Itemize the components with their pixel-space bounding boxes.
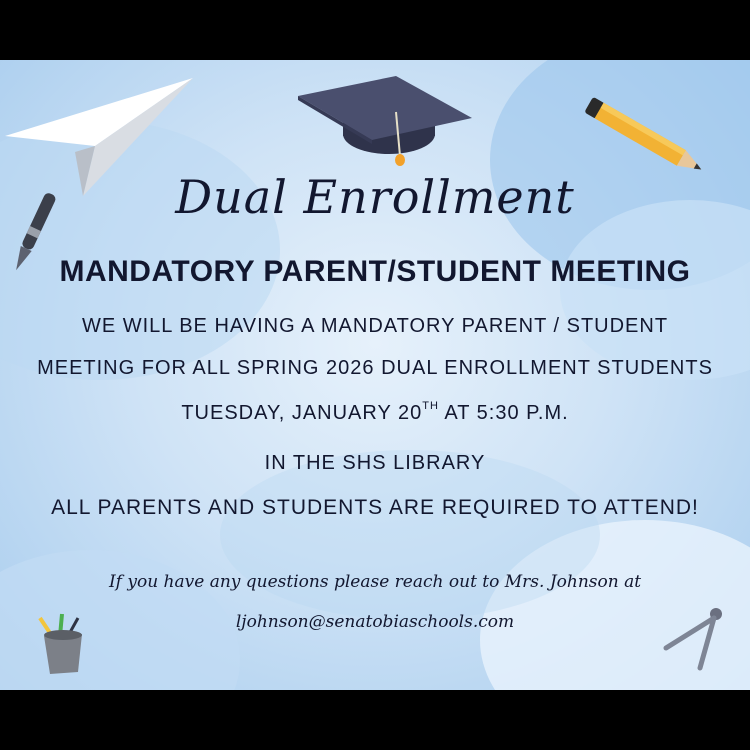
contact-line: If you have any questions please reach out to Mrs. Johnson at bbox=[108, 572, 642, 592]
pencil-icon bbox=[570, 92, 720, 182]
flyer-title: Dual Enrollment bbox=[175, 170, 575, 224]
meeting-time: AT 5:30 P.M. bbox=[438, 402, 569, 424]
flyer-subtitle: MANDATORY PARENT/STUDENT MEETING bbox=[59, 255, 691, 288]
attendance-requirement: ALL PARENTS AND STUDENTS ARE REQUIRED TO ATTEND! bbox=[51, 496, 699, 519]
graduation-cap-icon bbox=[296, 74, 474, 174]
date-ordinal-suffix: TH bbox=[422, 400, 439, 412]
meeting-location: IN THE SHS LIBRARY bbox=[264, 452, 486, 474]
meeting-date-main: TUESDAY, JANUARY 20 bbox=[181, 402, 423, 424]
announcement-line-2: MEETING FOR ALL SPRING 2026 DUAL ENROLLMENT STUDENTS bbox=[37, 357, 713, 379]
dual-enrollment-flyer bbox=[0, 60, 750, 690]
background-blob bbox=[220, 450, 600, 620]
announcement-line-1: WE WILL BE HAVING A MANDATORY PARENT / STUDENT bbox=[81, 315, 669, 337]
contact-email[interactable]: ljohnson@senatobiaschools.com bbox=[235, 612, 515, 632]
meeting-date bbox=[0, 400, 750, 425]
